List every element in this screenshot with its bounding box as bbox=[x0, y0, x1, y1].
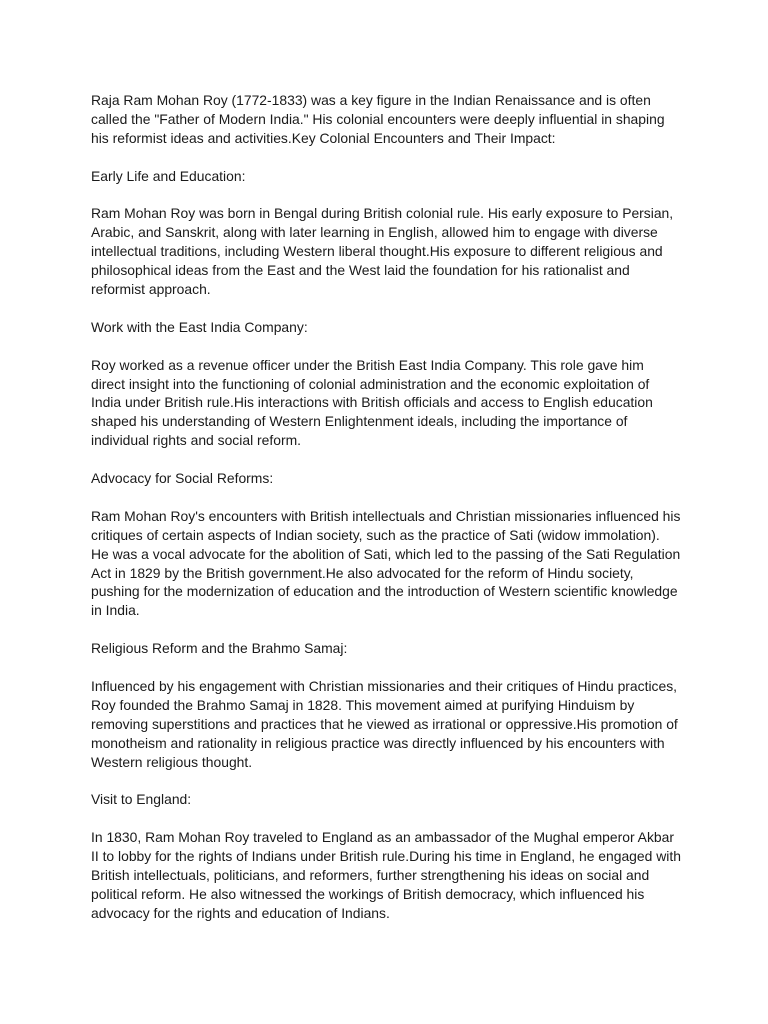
section-heading: Religious Reform and the Brahmo Samaj: bbox=[91, 640, 348, 657]
section-heading: Early Life and Education: bbox=[91, 167, 246, 184]
section-body: Roy worked as a revenue officer under the British East India Company. This role gave him direct insight into the functioning of colonial administration and the economic exploitation of India under British rule.His interactions with British officials and access to English education shaped his understanding of Western Enlightenment ideals, including the importance of individual rights and social reform. bbox=[91, 356, 653, 449]
section-heading: Visit to England: bbox=[91, 791, 192, 808]
section-body: Ram Mohan Roy was born in Bengal during British colonial rule. His early exposure to Persian, Arabic, and Sanskrit, along with later learning in English, allowed him to engage with diverse intellectual traditions, including Western liberal thought.His exposure to different religious and philosophical ideas from the East and the West laid the foundation for his rationalist and reformist approach. bbox=[91, 205, 674, 298]
intro-paragraph: Raja Ram Mohan Roy (1772-1833) was a key figure in the Indian Renaissance and is often called the "Father of Modern India." His colonial encounters were deeply influential in shaping his reformist ideas and activities.Key Colonial Encounters and Their Impact: bbox=[91, 92, 665, 146]
section-body: In 1830, Ram Mohan Roy traveled to England as an ambassador of the Mughal emperor Akbar II to lobby for the rights of Indians under British rule.During his time in England, he engaged with British intellectuals, politicians, and reformers, further strengthening his ideas on social and political reform. He also witnessed the workings of British democracy, which influenced his advocacy for the rights and education of Indians. bbox=[91, 829, 681, 921]
section-heading: Advocacy for Social Reforms: bbox=[91, 470, 274, 487]
section-body: Influenced by his engagement with Christian missionaries and their critiques of Hindu practices, Roy founded the Brahmo Samaj in 1828. This movement aimed at purifying Hinduism by removing superstitions and practices that he viewed as irrational or oppressive.His promotion of monotheism and rationality in religious practice was directly influenced by his encounters with Western religious thought. bbox=[91, 677, 678, 770]
section-body: Ram Mohan Roy's encounters with British intellectuals and Christian missionaries influenced his critiques of certain aspects of Indian society, such as the practice of Sati (widow immolation). He was a vocal advocate for the abolition of Sati, which led to the passing of the Sati Regulation Act in 1829 by the British government.He also advocated for the reform of Hindu society, pushing for the modernization of education and the introduction of Western scientific knowledge in India. bbox=[91, 507, 681, 619]
section-heading: Work with the East India Company: bbox=[91, 318, 308, 335]
document-page bbox=[91, 91, 681, 942]
